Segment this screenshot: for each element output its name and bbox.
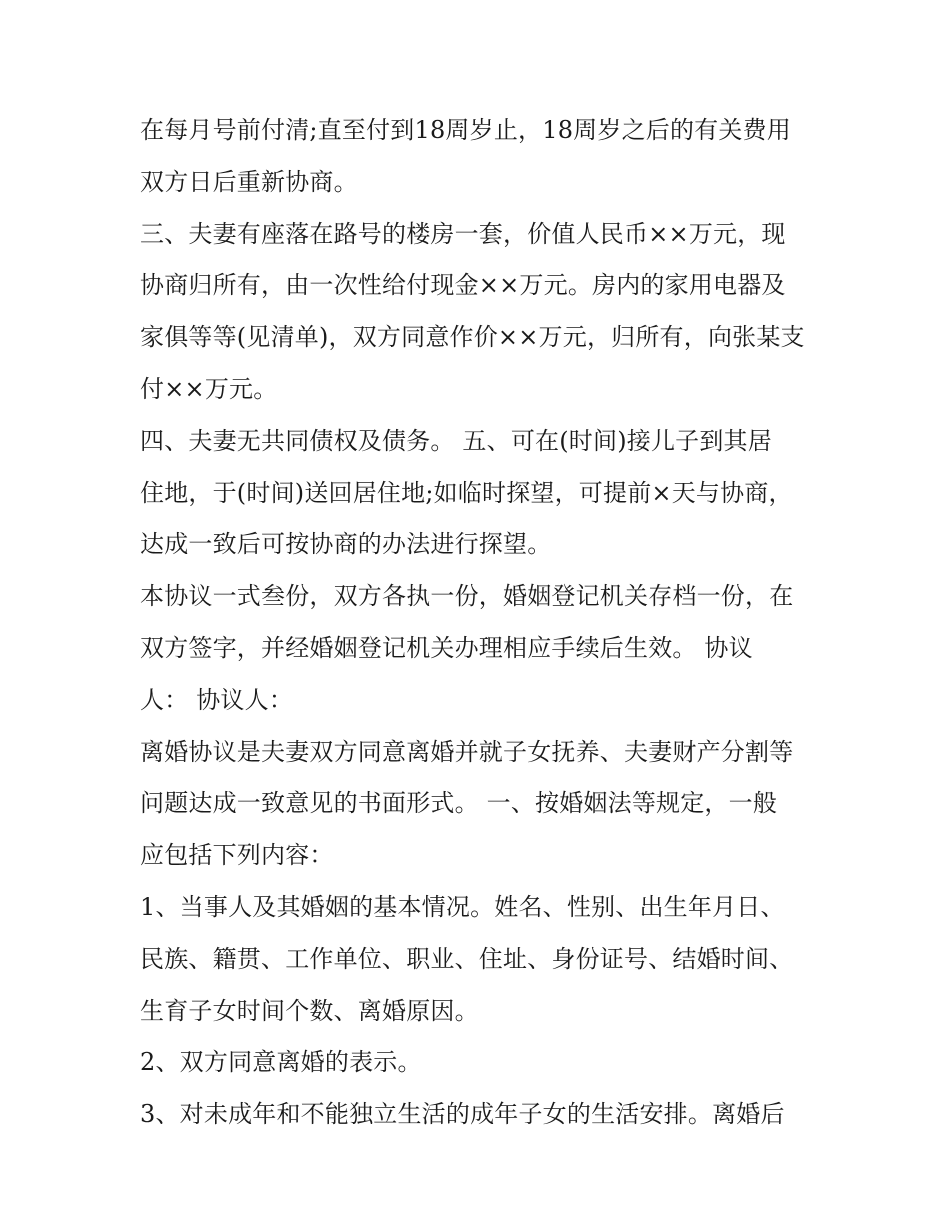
text-line: 双方签字，并经婚姻登记机关办理相应手续后生效。 协议 [140,633,753,662]
text-line: 民族、籍贯、工作单位、职业、住址、身份证号、结婚时间、 [140,944,794,973]
text-line: 双方日后重新协商。 [140,167,358,196]
text-line: 应包括下列内容： [140,841,334,870]
text-line: 家俱等等(见清单)，双方同意作价××万元，归所有，向张某支 [140,323,805,352]
text-line: 达成一致后可按协商的办法进行探望。 [140,530,552,559]
text-line: 人： 协议人： [140,685,294,714]
text-line: 付××万元。 [140,374,278,403]
text-line: 住地，于(时间)送回居住地;如临时探望，可提前×天与协商， [140,478,793,507]
text-line: 本协议一式叁份，双方各执一份，婚姻登记机关存档一份，在 [140,582,794,611]
text-line: 四、夫妻无共同债权及债务。 五、可在(时间)接儿子到其居 [140,426,772,455]
text-line: 3、对未成年和不能独立生活的成年子女的生活安排。离婚后 [140,1100,785,1129]
document-body [140,108,820,1144]
text-line: 2、双方同意离婚的表示。 [140,1048,422,1077]
text-line: 问题达成一致意见的书面形式。 一、按婚姻法等规定，一般 [140,789,778,818]
text-line: 三、夫妻有座落在路号的楼房一套，价值人民币××万元，现 [140,219,786,248]
text-line: 协商归所有，由一次性给付现金××万元。房内的家用电器及 [140,271,786,300]
text-line: 离婚协议是夫妻双方同意离婚并就子女抚养、夫妻财产分割等 [140,737,794,766]
text-line: 生育子女时间个数、离婚原因。 [140,996,479,1025]
text-line: 1、当事人及其婚姻的基本情况。姓名、性别、出生年月日、 [140,892,785,921]
text-line: 在每月号前付清;直至付到18周岁止，18周岁之后的有关费用 [140,116,791,144]
